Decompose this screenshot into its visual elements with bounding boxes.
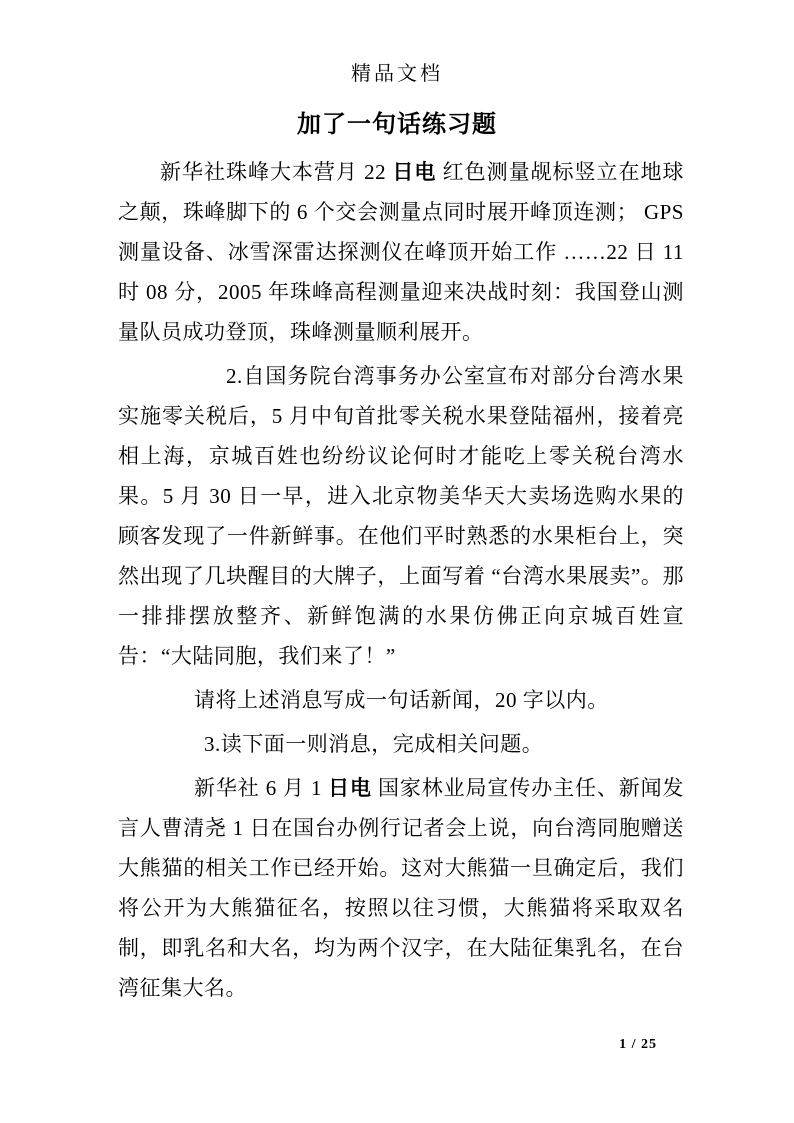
page-number: 1 / 25 xyxy=(619,1037,657,1052)
text-run: 日电 xyxy=(328,776,372,800)
text-run: 国家林业局宣传办主任、新闻发言人曹清尧 1 日在国台办例行记者会上说，向台湾同胞赠送大熊猫的相关工作已经开始。这对大熊猫一旦确定后，我们将公开为大熊猫征名，按照以往习惯，大熊猫将采取双名制，即乳名和大名，均为两个汉字，在大陆征集乳名，在台湾征集大名。 xyxy=(118,776,685,1000)
text-run: 新华社 6 月 1 xyxy=(194,776,329,800)
document-body xyxy=(118,152,684,1008)
paragraph-4 xyxy=(118,724,684,764)
paragraph-3 xyxy=(118,680,684,720)
text-run: 请将上述消息写成一句话新闻，20 字以内。 xyxy=(194,688,609,712)
text-run: 红色测量觇标竖立在地球之颠，珠峰脚下的 6 个交会测量点同时展开峰顶连测； GPS 测量设备、冰雪深雷达探测仪在峰顶开始工作 ……22 日 11 时 08 分，2005 年珠峰高程测量迎来决战时刻：我国登山测量队员成功登顶，珠峰测量顺利展开。 xyxy=(118,160,685,344)
header-watermark: 精品文档 xyxy=(351,63,443,85)
text-run: 日电 xyxy=(392,160,437,184)
paragraph-5 xyxy=(118,768,684,1008)
paragraph-1 xyxy=(118,152,684,352)
text-run: 新华社珠峰大本营月 22 xyxy=(160,160,393,184)
document-title: 加了一句话练习题 xyxy=(297,112,497,138)
text-run: 3.读下面一则消息，完成相关问题。 xyxy=(204,732,544,756)
paragraph-2 xyxy=(118,356,684,676)
text-run: 2.自国务院台湾事务办公室宣布对部分台湾水果实施零关税后，5 月中旬首批零关税水果登陆福州，接着亮相上海，京城百姓也纷纷议论何时才能吃上零关税台湾水果。5 月 30 日一早，进入北京物美华天大卖场选购水果的顾客发现了一件新鲜事。在他们平时熟悉的水果柜台上，突然出现了几块醒目的大牌子，上面写着 “台湾水果展卖”。那一排排摆放整齐、新鲜饱满的水果仿佛正向京城百姓宣告：“大陆同胞，我们来了！” xyxy=(118,364,684,668)
